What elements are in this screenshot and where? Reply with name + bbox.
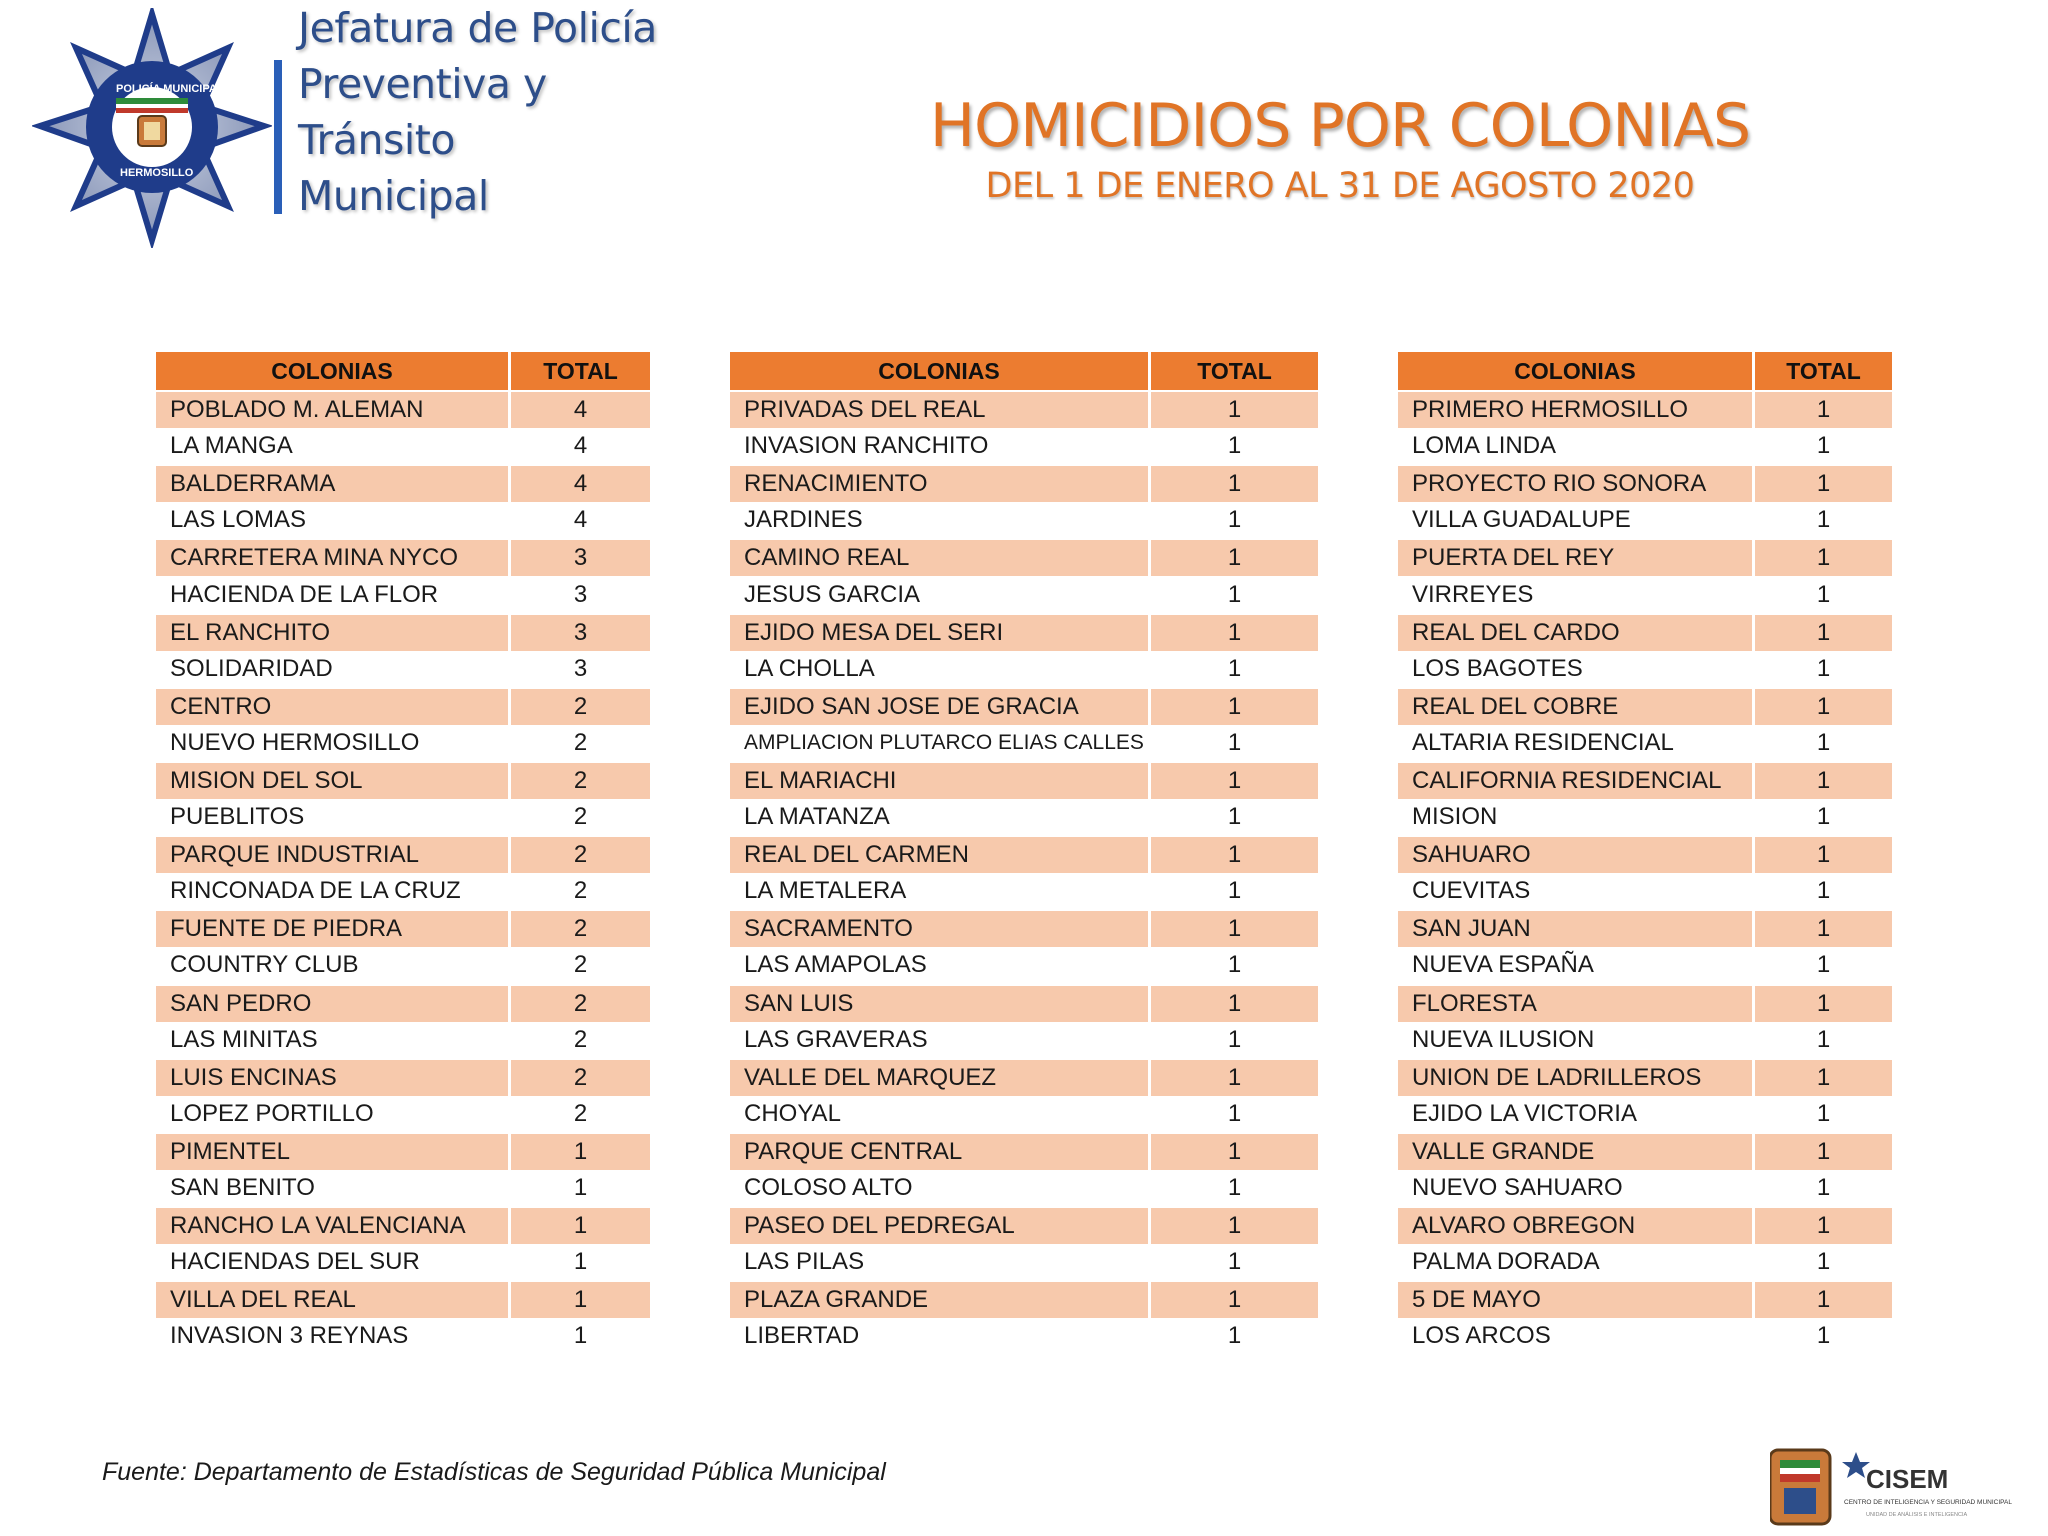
- table-row: [730, 984, 1318, 1022]
- table-row: [1398, 428, 1892, 464]
- colonia-name: PRIVADAS DEL REAL: [730, 390, 1151, 428]
- colonia-total: 1: [573, 1248, 588, 1276]
- colonia-name: CALIFORNIA RESIDENCIAL: [1398, 761, 1755, 799]
- colonia-name: VALLE DEL MARQUEZ: [730, 1058, 1151, 1096]
- colonia-name: NUEVO SAHUARO: [1398, 1170, 1755, 1206]
- colonia-name: EJIDO LA VICTORIA: [1398, 1096, 1755, 1132]
- colonia-total: 1: [1151, 1206, 1318, 1244]
- colonia-total: 1: [1755, 1206, 1892, 1244]
- agency-line-3: Tránsito: [298, 116, 455, 164]
- table-row: [730, 428, 1318, 464]
- table-row: [156, 725, 650, 761]
- colonia-total: 1: [1816, 1174, 1831, 1202]
- table-row: [1398, 1244, 1892, 1280]
- table-row: [730, 1280, 1318, 1318]
- table-row: [156, 1058, 650, 1096]
- table-row: [156, 761, 650, 799]
- colonia-name: SAHUARO: [1398, 835, 1755, 873]
- colonia-total: 4: [511, 390, 650, 428]
- table-row: [1398, 835, 1892, 873]
- table-row: [730, 687, 1318, 725]
- table-row: [1398, 1206, 1892, 1244]
- colonia-name: EJIDO MESA DEL SERI: [730, 613, 1151, 651]
- colonia-name: LAS GRAVERAS: [730, 1022, 1151, 1058]
- colonia-total: 2: [573, 1025, 588, 1053]
- colonia-total: 1: [1151, 835, 1318, 873]
- colonia-total: 2: [511, 1058, 650, 1096]
- table-row: [730, 390, 1318, 428]
- table-row: [156, 984, 650, 1022]
- colonia-name: ALVARO OBREGON: [1398, 1206, 1755, 1244]
- colonia-name: REAL DEL CARMEN: [730, 835, 1151, 873]
- colonia-name: MISION: [1398, 799, 1755, 835]
- colonia-name: LAS AMAPOLAS: [730, 947, 1151, 983]
- colonia-name: REAL DEL COBRE: [1398, 687, 1755, 725]
- colonia-name: LAS MINITAS: [156, 1022, 511, 1058]
- colonia-total: 1: [1151, 687, 1318, 725]
- colonia-total: 2: [573, 728, 588, 756]
- colonia-total: 3: [511, 538, 650, 576]
- colonia-name: PLAZA GRANDE: [730, 1280, 1151, 1318]
- colonia-name: UNION DE LADRILLEROS: [1398, 1058, 1755, 1096]
- table-row: [730, 1206, 1318, 1244]
- colonia-total: 1: [1816, 877, 1831, 905]
- colonia-name: VALLE GRANDE: [1398, 1132, 1755, 1170]
- colonias-table-2: [730, 352, 1318, 1354]
- colonia-total: 1: [1816, 506, 1831, 534]
- colonia-name: SACRAMENTO: [730, 909, 1151, 947]
- table-row: [156, 873, 650, 909]
- colonia-total: 1: [1755, 687, 1892, 725]
- col-header-total: TOTAL: [1151, 352, 1318, 390]
- colonia-total: 1: [1816, 803, 1831, 831]
- colonia-total: 1: [1755, 390, 1892, 428]
- table-row: [1398, 725, 1892, 761]
- table-row: [730, 613, 1318, 651]
- colonia-name: LA CHOLLA: [730, 651, 1151, 687]
- colonia-total: 2: [511, 835, 650, 873]
- table-row: [156, 651, 650, 687]
- table-row: [156, 1318, 650, 1354]
- colonia-total: 1: [1227, 728, 1242, 756]
- table-row: [156, 1022, 650, 1058]
- table-row: [1398, 1170, 1892, 1206]
- colonia-name: LOS BAGOTES: [1398, 651, 1755, 687]
- table-row: [730, 947, 1318, 983]
- colonia-name: LA METALERA: [730, 873, 1151, 909]
- colonia-name: EL MARIACHI: [730, 761, 1151, 799]
- colonia-name: PALMA DORADA: [1398, 1244, 1755, 1280]
- colonia-name: SAN JUAN: [1398, 909, 1755, 947]
- colonia-name: JESUS GARCIA: [730, 576, 1151, 612]
- table-row: [1398, 1318, 1892, 1354]
- colonia-total: 1: [1151, 909, 1318, 947]
- table-row: [730, 1244, 1318, 1280]
- colonia-name: VIRREYES: [1398, 576, 1755, 612]
- table-row: [730, 576, 1318, 612]
- table-row: [156, 1244, 650, 1280]
- badge-text-bottom: HERMOSILLO: [120, 167, 194, 179]
- cisem-sub: UNIDAD DE ANÁLISIS E INTELIGENCIA: [1866, 1512, 1968, 1518]
- colonia-name: CENTRO: [156, 687, 511, 725]
- table-row: [1398, 538, 1892, 576]
- table-row: [156, 909, 650, 947]
- table-row: [1398, 1280, 1892, 1318]
- table-row: [730, 1058, 1318, 1096]
- table-row: [730, 873, 1318, 909]
- table-row: [156, 390, 650, 428]
- colonias-table-1: [156, 352, 650, 1354]
- colonia-total: 1: [511, 1280, 650, 1318]
- colonia-total: 2: [573, 951, 588, 979]
- table-row: [1398, 984, 1892, 1022]
- colonia-name: NUEVA ILUSION: [1398, 1022, 1755, 1058]
- colonia-name: LIBERTAD: [730, 1318, 1151, 1354]
- cisem-logo: [1770, 1446, 2040, 1530]
- colonia-name: VILLA GUADALUPE: [1398, 502, 1755, 538]
- colonia-name: LA MATANZA: [730, 799, 1151, 835]
- colonia-total: 1: [1816, 1099, 1831, 1127]
- colonia-name: PRIMERO HERMOSILLO: [1398, 390, 1755, 428]
- colonia-name: PARQUE INDUSTRIAL: [156, 835, 511, 873]
- colonia-name: CARRETERA MINA NYCO: [156, 538, 511, 576]
- agency-divider: [274, 60, 282, 214]
- colonia-total: 4: [511, 464, 650, 502]
- colonia-total: 1: [1755, 835, 1892, 873]
- colonia-name: RANCHO LA VALENCIANA: [156, 1206, 511, 1244]
- table-row: [156, 1280, 650, 1318]
- colonia-total: 1: [1816, 580, 1831, 608]
- colonia-name: HACIENDA DE LA FLOR: [156, 576, 511, 612]
- col-header-colonias: COLONIAS: [1398, 352, 1755, 390]
- colonia-total: 1: [573, 1174, 588, 1202]
- agency-name: [298, 0, 657, 224]
- table-row: [156, 1206, 650, 1244]
- colonia-name: INVASION RANCHITO: [730, 428, 1151, 464]
- colonia-total: 2: [511, 984, 650, 1022]
- colonia-name: NUEVO HERMOSILLO: [156, 725, 511, 761]
- table-row: [1398, 1058, 1892, 1096]
- colonia-total: 1: [1755, 984, 1892, 1022]
- colonias-table-3: [1398, 352, 1892, 1354]
- page-title: HOMICIDIOS POR COLONIAS: [929, 91, 1751, 161]
- colonia-total: 1: [1151, 464, 1318, 502]
- colonia-total: 1: [1816, 432, 1831, 460]
- colonia-total: 3: [511, 613, 650, 651]
- table-row: [156, 428, 650, 464]
- col-header-colonias: COLONIAS: [156, 352, 511, 390]
- colonia-total: 1: [1227, 580, 1242, 608]
- colonia-name: CHOYAL: [730, 1096, 1151, 1132]
- colonia-total: 1: [1151, 1132, 1318, 1170]
- colonia-name: CAMINO REAL: [730, 538, 1151, 576]
- table-row: [156, 1170, 650, 1206]
- colonia-name: EJIDO SAN JOSE DE GRACIA: [730, 687, 1151, 725]
- colonia-total: 1: [1151, 984, 1318, 1022]
- table-row: [1398, 1096, 1892, 1132]
- table-row: [730, 1096, 1318, 1132]
- colonia-total: 1: [1816, 951, 1831, 979]
- colonia-name: REAL DEL CARDO: [1398, 613, 1755, 651]
- colonia-total: 2: [573, 877, 588, 905]
- colonia-name: SAN PEDRO: [156, 984, 511, 1022]
- table-row: [156, 613, 650, 651]
- colonia-name: COLOSO ALTO: [730, 1170, 1151, 1206]
- table-row: [1398, 761, 1892, 799]
- table-row: [730, 538, 1318, 576]
- table-row: [1398, 1022, 1892, 1058]
- colonia-total: 1: [511, 1206, 650, 1244]
- title-block: [880, 88, 1800, 208]
- colonia-name: NUEVA ESPAÑA: [1398, 947, 1755, 983]
- table-row: [1398, 873, 1892, 909]
- colonia-name: SAN BENITO: [156, 1170, 511, 1206]
- table-header-row: [156, 352, 650, 390]
- table-row: [156, 502, 650, 538]
- colonia-total: 1: [511, 1132, 650, 1170]
- colonia-name: SAN LUIS: [730, 984, 1151, 1022]
- colonia-name: LAS LOMAS: [156, 502, 511, 538]
- colonia-total: 2: [511, 909, 650, 947]
- colonia-total: 1: [1227, 654, 1242, 682]
- colonia-name: POBLADO M. ALEMAN: [156, 390, 511, 428]
- badge-text-top: POLICÍA MUNICIPAL: [116, 83, 224, 95]
- table-row: [730, 799, 1318, 835]
- col-header-colonias: COLONIAS: [730, 352, 1151, 390]
- colonia-total: 2: [573, 1099, 588, 1127]
- colonia-total: 1: [1816, 728, 1831, 756]
- colonia-name: PROYECTO RIO SONORA: [1398, 464, 1755, 502]
- colonia-total: 1: [1227, 1099, 1242, 1127]
- colonia-name: JARDINES: [730, 502, 1151, 538]
- table-header-row: [1398, 352, 1892, 390]
- table-row: [156, 538, 650, 576]
- table-row: [730, 761, 1318, 799]
- colonia-total: 1: [1151, 761, 1318, 799]
- table-row: [1398, 799, 1892, 835]
- agency-line-2: Preventiva y: [298, 60, 547, 108]
- table-row: [730, 1022, 1318, 1058]
- cisem-name: CISEM: [1866, 1464, 1949, 1494]
- colonia-name: CUEVITAS: [1398, 873, 1755, 909]
- colonia-total: 1: [1227, 506, 1242, 534]
- colonia-total: 1: [1816, 1248, 1831, 1276]
- colonia-name: RINCONADA DE LA CRUZ: [156, 873, 511, 909]
- colonia-name: MISION DEL SOL: [156, 761, 511, 799]
- colonia-name: LOPEZ PORTILLO: [156, 1096, 511, 1132]
- colonia-name: 5 DE MAYO: [1398, 1280, 1755, 1318]
- table-row: [730, 1318, 1318, 1354]
- table-row: [730, 651, 1318, 687]
- colonia-total: 1: [1755, 1058, 1892, 1096]
- cisem-tagline: CENTRO DE INTELIGENCIA Y SEGURIDAD MUNICIPAL: [1844, 1499, 2012, 1506]
- table-row: [156, 947, 650, 983]
- col-header-total: TOTAL: [1755, 352, 1892, 390]
- colonia-total: 1: [1755, 613, 1892, 651]
- colonia-total: 1: [1227, 951, 1242, 979]
- table-row: [156, 1132, 650, 1170]
- table-row: [1398, 947, 1892, 983]
- colonia-name: VILLA DEL REAL: [156, 1280, 511, 1318]
- colonia-total: 1: [1816, 1322, 1831, 1350]
- table-row: [730, 909, 1318, 947]
- colonia-total: 1: [1227, 877, 1242, 905]
- colonia-name: LAS PILAS: [730, 1244, 1151, 1280]
- table-row: [1398, 613, 1892, 651]
- colonia-total: 1: [1151, 1280, 1318, 1318]
- colonia-name: LOMA LINDA: [1398, 428, 1755, 464]
- colonia-name: ALTARIA RESIDENCIAL: [1398, 725, 1755, 761]
- table-row: [1398, 687, 1892, 725]
- colonia-name: PARQUE CENTRAL: [730, 1132, 1151, 1170]
- col-header-total: TOTAL: [511, 352, 650, 390]
- table-row: [730, 1132, 1318, 1170]
- colonia-name: EL RANCHITO: [156, 613, 511, 651]
- table-row: [156, 576, 650, 612]
- colonia-name: HACIENDAS DEL SUR: [156, 1244, 511, 1280]
- colonia-name: COUNTRY CLUB: [156, 947, 511, 983]
- table-row: [730, 1170, 1318, 1206]
- colonia-total: 1: [1755, 909, 1892, 947]
- table-row: [1398, 390, 1892, 428]
- colonia-name: INVASION 3 REYNAS: [156, 1318, 511, 1354]
- colonia-name: SOLIDARIDAD: [156, 651, 511, 687]
- colonia-total: 1: [1151, 538, 1318, 576]
- police-badge-logo: [32, 8, 272, 248]
- colonia-total: 1: [1151, 613, 1318, 651]
- colonia-total: 4: [573, 506, 588, 534]
- table-row: [730, 464, 1318, 502]
- colonia-total: 1: [1755, 761, 1892, 799]
- colonia-total: 1: [1227, 1025, 1242, 1053]
- page-subtitle: DEL 1 DE ENERO AL 31 DE AGOSTO 2020: [985, 166, 1695, 206]
- colonia-total: 1: [1755, 1280, 1892, 1318]
- colonia-total: 1: [1755, 1132, 1892, 1170]
- colonia-total: 1: [1755, 538, 1892, 576]
- colonia-name: FLORESTA: [1398, 984, 1755, 1022]
- colonia-name: BALDERRAMA: [156, 464, 511, 502]
- table-row: [156, 687, 650, 725]
- colonia-name: RENACIMIENTO: [730, 464, 1151, 502]
- colonia-name: PUEBLITOS: [156, 799, 511, 835]
- colonia-total: 1: [1816, 654, 1831, 682]
- table-row: [1398, 909, 1892, 947]
- colonia-total: 1: [1227, 1248, 1242, 1276]
- table-row: [1398, 464, 1892, 502]
- colonia-name: LUIS ENCINAS: [156, 1058, 511, 1096]
- colonia-total: 4: [573, 432, 588, 460]
- colonia-name: PASEO DEL PEDREGAL: [730, 1206, 1151, 1244]
- table-row: [730, 725, 1318, 761]
- table-row: [1398, 576, 1892, 612]
- table-header-row: [730, 352, 1318, 390]
- colonia-total: 3: [573, 580, 588, 608]
- colonia-total: 1: [573, 1322, 588, 1350]
- colonia-total: 1: [1227, 803, 1242, 831]
- colonia-name: LA MANGA: [156, 428, 511, 464]
- table-row: [1398, 1132, 1892, 1170]
- colonia-total: 1: [1227, 1322, 1242, 1350]
- colonia-total: 2: [573, 803, 588, 831]
- colonia-name: FUENTE DE PIEDRA: [156, 909, 511, 947]
- colonia-total: 2: [511, 687, 650, 725]
- colonia-total: 1: [1151, 390, 1318, 428]
- colonia-name: PIMENTEL: [156, 1132, 511, 1170]
- colonia-total: 1: [1227, 1174, 1242, 1202]
- colonia-total: 3: [573, 654, 588, 682]
- table-row: [1398, 651, 1892, 687]
- source-note: Fuente: Departamento de Estadísticas de Seguridad Pública Municipal: [102, 1458, 886, 1486]
- table-row: [156, 464, 650, 502]
- table-row: [156, 835, 650, 873]
- colonia-total: 1: [1755, 464, 1892, 502]
- colonia-total: 1: [1816, 1025, 1831, 1053]
- colonia-name: PUERTA DEL REY: [1398, 538, 1755, 576]
- colonia-name: AMPLIACION PLUTARCO ELIAS CALLES: [730, 725, 1151, 761]
- table-row: [156, 799, 650, 835]
- agency-line-1: Jefatura de Policía: [298, 4, 657, 52]
- table-row: [156, 1096, 650, 1132]
- colonia-total: 1: [1227, 432, 1242, 460]
- table-row: [1398, 502, 1892, 538]
- colonia-name: LOS ARCOS: [1398, 1318, 1755, 1354]
- agency-line-4: Municipal: [298, 172, 489, 220]
- table-row: [730, 835, 1318, 873]
- table-row: [730, 502, 1318, 538]
- colonia-total: 2: [511, 761, 650, 799]
- colonia-total: 1: [1151, 1058, 1318, 1096]
